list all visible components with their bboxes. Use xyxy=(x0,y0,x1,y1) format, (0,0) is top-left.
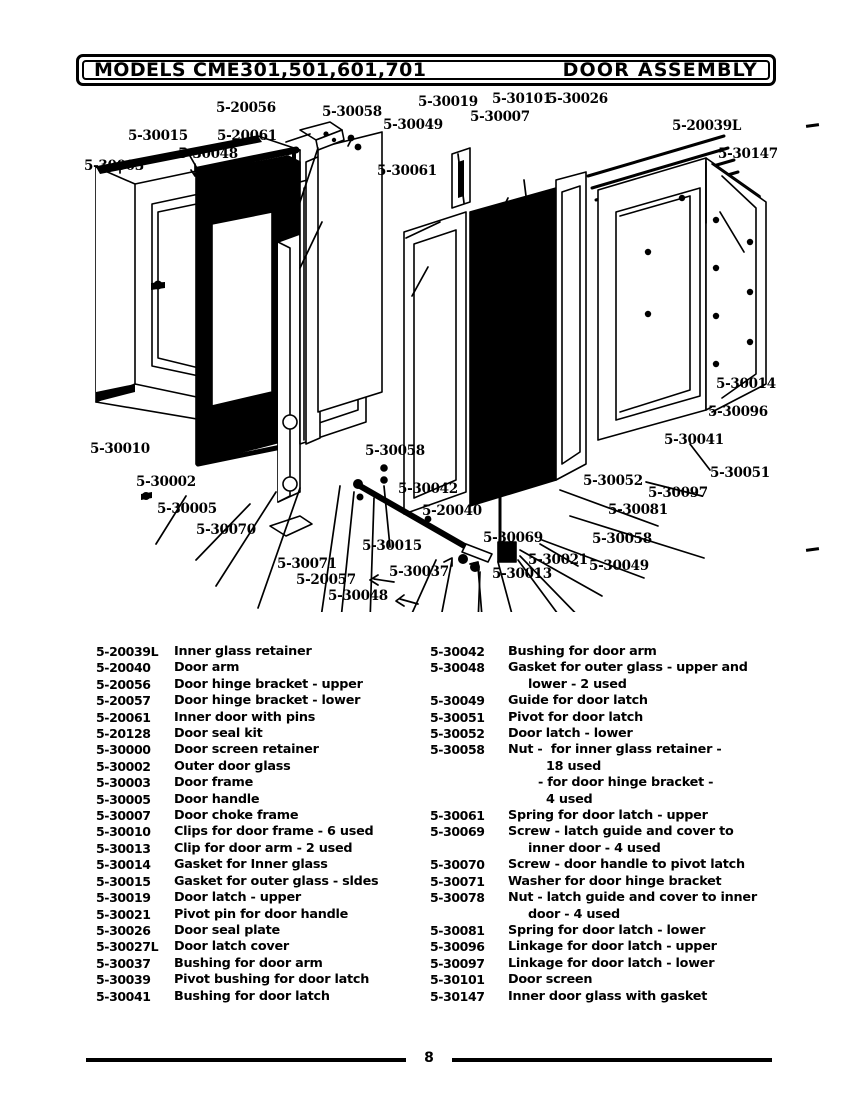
part-number: 5-20040 xyxy=(96,660,151,676)
parts-list-row xyxy=(96,742,436,758)
parts-list-row xyxy=(430,923,830,939)
part-door-seal-plate xyxy=(556,172,586,480)
callout-5-20057: 5-20057 xyxy=(296,572,356,588)
part-number: 5-30048 xyxy=(430,660,485,676)
callout-5-30000: 5-30000 xyxy=(236,163,296,179)
part-number: 5-30037 xyxy=(96,955,151,971)
parts-list-row xyxy=(96,759,436,775)
callout-5-30013: 5-30013 xyxy=(492,566,552,582)
part-description: Inner door glass with gasket xyxy=(508,988,708,1004)
part-number: 5-30014 xyxy=(96,857,151,873)
parts-list-row xyxy=(96,890,436,906)
part-inner-door xyxy=(306,132,382,444)
part-description: Door hinge bracket - upper xyxy=(174,676,363,692)
parts-list-row xyxy=(96,710,436,726)
part-number: 5-30051 xyxy=(430,709,485,725)
parts-list-row xyxy=(430,677,830,693)
part-number: 5-30000 xyxy=(96,742,151,758)
part-description: Inner door with pins xyxy=(174,709,316,725)
part-number: 5-30069 xyxy=(430,824,485,840)
parts-list-row xyxy=(96,956,436,972)
callout-5-30049-a: 5-30049 xyxy=(383,117,443,133)
parts-list-row xyxy=(430,644,830,660)
part-description: Door frame xyxy=(174,775,253,791)
part-description: Pivot pin for door handle xyxy=(174,906,349,922)
parts-list-row xyxy=(430,989,830,1005)
parts-list xyxy=(0,644,848,1034)
part-description: Spring for door latch - lower xyxy=(508,922,706,938)
part-number: 5-30042 xyxy=(430,644,485,659)
part-number: 5-30039 xyxy=(96,972,151,988)
parts-list-row xyxy=(96,824,436,840)
parts-list-row xyxy=(430,808,830,824)
part-number: 5-30019 xyxy=(96,890,151,906)
callout-5-30097: 5-30097 xyxy=(648,485,708,501)
part-description: Bushing for door latch xyxy=(174,988,330,1004)
parts-list-row xyxy=(430,972,830,988)
callout-5-30010: 5-30010 xyxy=(90,441,150,457)
callout-5-30042: 5-30042 xyxy=(398,481,458,497)
part-description: Clip for door arm - 2 used xyxy=(174,840,353,856)
callout-5-30026: 5-30026 xyxy=(548,91,608,107)
part-description: Nut - latch guide and cover to inner xyxy=(508,890,757,906)
callout-5-30015-b: 5-30015 xyxy=(362,538,422,554)
part-description: Screw - latch guide and cover to xyxy=(508,824,734,840)
part-number: 5-30002 xyxy=(96,758,151,774)
part-number: 5-30070 xyxy=(430,857,485,873)
parts-list-row xyxy=(430,956,830,972)
part-door-hinge-bracket-lower xyxy=(270,516,312,536)
part-description: Linkage for door latch - upper xyxy=(508,939,717,955)
parts-list-row xyxy=(96,841,436,857)
parts-list-row xyxy=(430,939,830,955)
part-description: Guide for door latch xyxy=(508,693,648,709)
footer-rule-right xyxy=(452,1058,772,1062)
callout-5-30003: 5-30003 xyxy=(84,158,144,174)
part-door-handle xyxy=(278,234,300,502)
callout-5-30052: 5-30052 xyxy=(583,473,643,489)
part-number: 5-30052 xyxy=(430,726,485,742)
part-description: Door handle xyxy=(174,791,260,807)
part-description: Gasket for Inner glass xyxy=(174,857,328,873)
callout-5-20056: 5-20056 xyxy=(216,100,276,116)
parts-list-row xyxy=(430,841,830,857)
part-number: 5-20039L xyxy=(96,644,159,659)
callout-5-20039L: 5-20039L xyxy=(672,118,742,134)
part-description: - for door hinge bracket - xyxy=(538,775,714,791)
part-description: Door latch cover xyxy=(174,939,289,955)
part-number: 5-30081 xyxy=(430,922,485,938)
part-number: 5-30041 xyxy=(96,988,151,1004)
callout-5-30005: 5-30005 xyxy=(157,501,217,517)
callout-5-30002: 5-30002 xyxy=(136,474,196,490)
part-description: Washer for door hinge bracket xyxy=(508,873,722,889)
part-number: 5-20128 xyxy=(96,726,151,742)
parts-list-row xyxy=(96,792,436,808)
part-description: Nut - for inner glass retainer - xyxy=(508,742,722,758)
callout-5-30037: 5-30037 xyxy=(389,564,449,580)
parts-list-right-column xyxy=(430,644,830,1005)
parts-list-row xyxy=(96,939,436,955)
part-description: Spring for door latch - upper xyxy=(508,808,708,824)
title-banner xyxy=(76,54,776,86)
parts-list-row xyxy=(96,808,436,824)
part-description: 4 used xyxy=(546,791,593,807)
page-number: 8 xyxy=(424,1050,434,1066)
part-number: 5-30021 xyxy=(96,906,151,922)
parts-list-row xyxy=(96,923,436,939)
part-number: 5-30015 xyxy=(96,873,151,889)
part-description: Door arm xyxy=(174,660,240,676)
part-number: 5-20057 xyxy=(96,693,151,709)
callout-5-20061: 5-20061 xyxy=(217,128,277,144)
part-number: 5-30058 xyxy=(430,742,485,758)
part-description: Door seal plate xyxy=(174,922,280,938)
part-description: Bushing for door arm xyxy=(174,955,323,971)
parts-list-row xyxy=(96,660,436,676)
models-title: MODELS CME301,501,601,701 xyxy=(94,58,427,81)
callout-5-30081: 5-30081 xyxy=(608,502,668,518)
part-description: Door screen retainer xyxy=(174,742,319,758)
part-number: 5-20056 xyxy=(96,676,151,692)
part-description: Door seal kit xyxy=(174,726,263,742)
part-description: Linkage for door latch - lower xyxy=(508,955,715,971)
part-number: 5-30097 xyxy=(430,955,485,971)
part-number: 5-30027L xyxy=(96,939,159,955)
parts-list-row xyxy=(96,874,436,890)
parts-list-row xyxy=(430,890,830,906)
part-description: Pivot for door latch xyxy=(508,709,643,725)
callout-5-20040: 5-20040 xyxy=(422,503,482,519)
callout-5-30048-a: 5-30048 xyxy=(178,146,238,162)
part-number: 5-30013 xyxy=(96,840,151,856)
parts-list-row xyxy=(96,644,436,660)
part-number: 5-30071 xyxy=(430,873,485,889)
callout-5-30049-b: 5-30049 xyxy=(589,558,649,574)
callout-5-30021: 5-30021 xyxy=(528,552,588,568)
part-description: 18 used xyxy=(546,758,602,774)
section-title: DOOR ASSEMBLY xyxy=(562,58,758,81)
parts-list-row xyxy=(430,775,830,791)
part-number: 5-30096 xyxy=(430,939,485,955)
callout-5-30061: 5-30061 xyxy=(377,163,437,179)
callout-5-30070: 5-30070 xyxy=(196,522,256,538)
callout-5-30007: 5-30007 xyxy=(470,109,530,125)
parts-list-row xyxy=(430,857,830,873)
part-description: Gasket for outer glass - sldes xyxy=(174,873,379,889)
part-number: 5-30061 xyxy=(430,808,485,824)
part-number: 5-30005 xyxy=(96,791,151,807)
callout-5-30058-b: 5-30058 xyxy=(365,443,425,459)
part-number: 5-30003 xyxy=(96,775,151,791)
part-description: Door hinge bracket - lower xyxy=(174,693,361,709)
part-number: 5-30007 xyxy=(96,808,151,824)
callout-5-30048-b: 5-30048 xyxy=(328,588,388,604)
part-number: 5-30049 xyxy=(430,693,485,709)
part-description: Door screen xyxy=(508,972,593,988)
part-description: door - 4 used xyxy=(528,906,620,922)
parts-list-row xyxy=(96,972,436,988)
callout-5-30051: 5-30051 xyxy=(710,465,770,481)
page-footer xyxy=(0,1050,848,1080)
callout-5-30069: 5-30069 xyxy=(483,530,543,546)
part-description: inner door - 4 used xyxy=(528,840,661,856)
parts-list-row xyxy=(430,710,830,726)
part-description: Door choke frame xyxy=(174,808,299,824)
callout-5-30058-c: 5-30058 xyxy=(592,531,652,547)
parts-list-row xyxy=(96,775,436,791)
part-description: Bushing for door arm xyxy=(508,644,657,659)
parts-list-row xyxy=(430,660,830,676)
parts-list-row xyxy=(96,857,436,873)
parts-list-row xyxy=(430,693,830,709)
part-number: 5-30147 xyxy=(430,988,485,1004)
part-number: 5-30078 xyxy=(430,890,485,906)
callout-5-30101: 5-30101 xyxy=(492,91,552,107)
callout-5-30058-a: 5-30058 xyxy=(322,104,382,120)
part-description: Inner glass retainer xyxy=(174,644,312,659)
callout-5-30015-a: 5-30015 xyxy=(128,128,188,144)
part-description: Door latch - upper xyxy=(174,890,301,906)
part-number: 5-30101 xyxy=(430,972,485,988)
part-description: Clips for door frame - 6 used xyxy=(174,824,374,840)
parts-list-row xyxy=(96,677,436,693)
parts-list-row xyxy=(430,874,830,890)
title-banner-inner xyxy=(82,60,770,80)
callout-5-30019: 5-30019 xyxy=(418,94,478,110)
parts-list-row xyxy=(96,693,436,709)
parts-list-row xyxy=(96,989,436,1005)
part-description: Outer door glass xyxy=(174,758,291,774)
parts-list-row xyxy=(96,726,436,742)
parts-list-row xyxy=(430,792,830,808)
parts-list-row xyxy=(96,907,436,923)
footer-rule-left xyxy=(86,1058,406,1062)
parts-list-left-column xyxy=(96,644,436,1005)
part-description: lower - 2 used xyxy=(528,676,627,692)
callout-5-30096: 5-30096 xyxy=(708,404,768,420)
callout-5-30014: 5-30014 xyxy=(716,376,776,392)
part-number: 5-30026 xyxy=(96,922,151,938)
part-number: 5-30010 xyxy=(96,824,151,840)
parts-list-row xyxy=(430,824,830,840)
parts-list-row xyxy=(430,759,830,775)
part-description: Door latch - lower xyxy=(508,726,633,742)
parts-list-row xyxy=(430,726,830,742)
exploded-parts-diagram xyxy=(0,92,848,612)
callout-5-30041: 5-30041 xyxy=(664,432,724,448)
part-description: Screw - door handle to pivot latch xyxy=(508,857,745,873)
part-description: Gasket for outer glass - upper and xyxy=(508,660,748,676)
parts-list-row xyxy=(430,907,830,923)
part-number: 5-20061 xyxy=(96,709,151,725)
part-description: Pivot bushing for door latch xyxy=(174,972,370,988)
parts-list-row xyxy=(430,742,830,758)
part-door-screen xyxy=(470,188,556,506)
callout-5-30147: 5-30147 xyxy=(718,146,778,162)
part-door-choke-frame xyxy=(404,212,466,514)
callout-5-30071: 5-30071 xyxy=(277,556,337,572)
